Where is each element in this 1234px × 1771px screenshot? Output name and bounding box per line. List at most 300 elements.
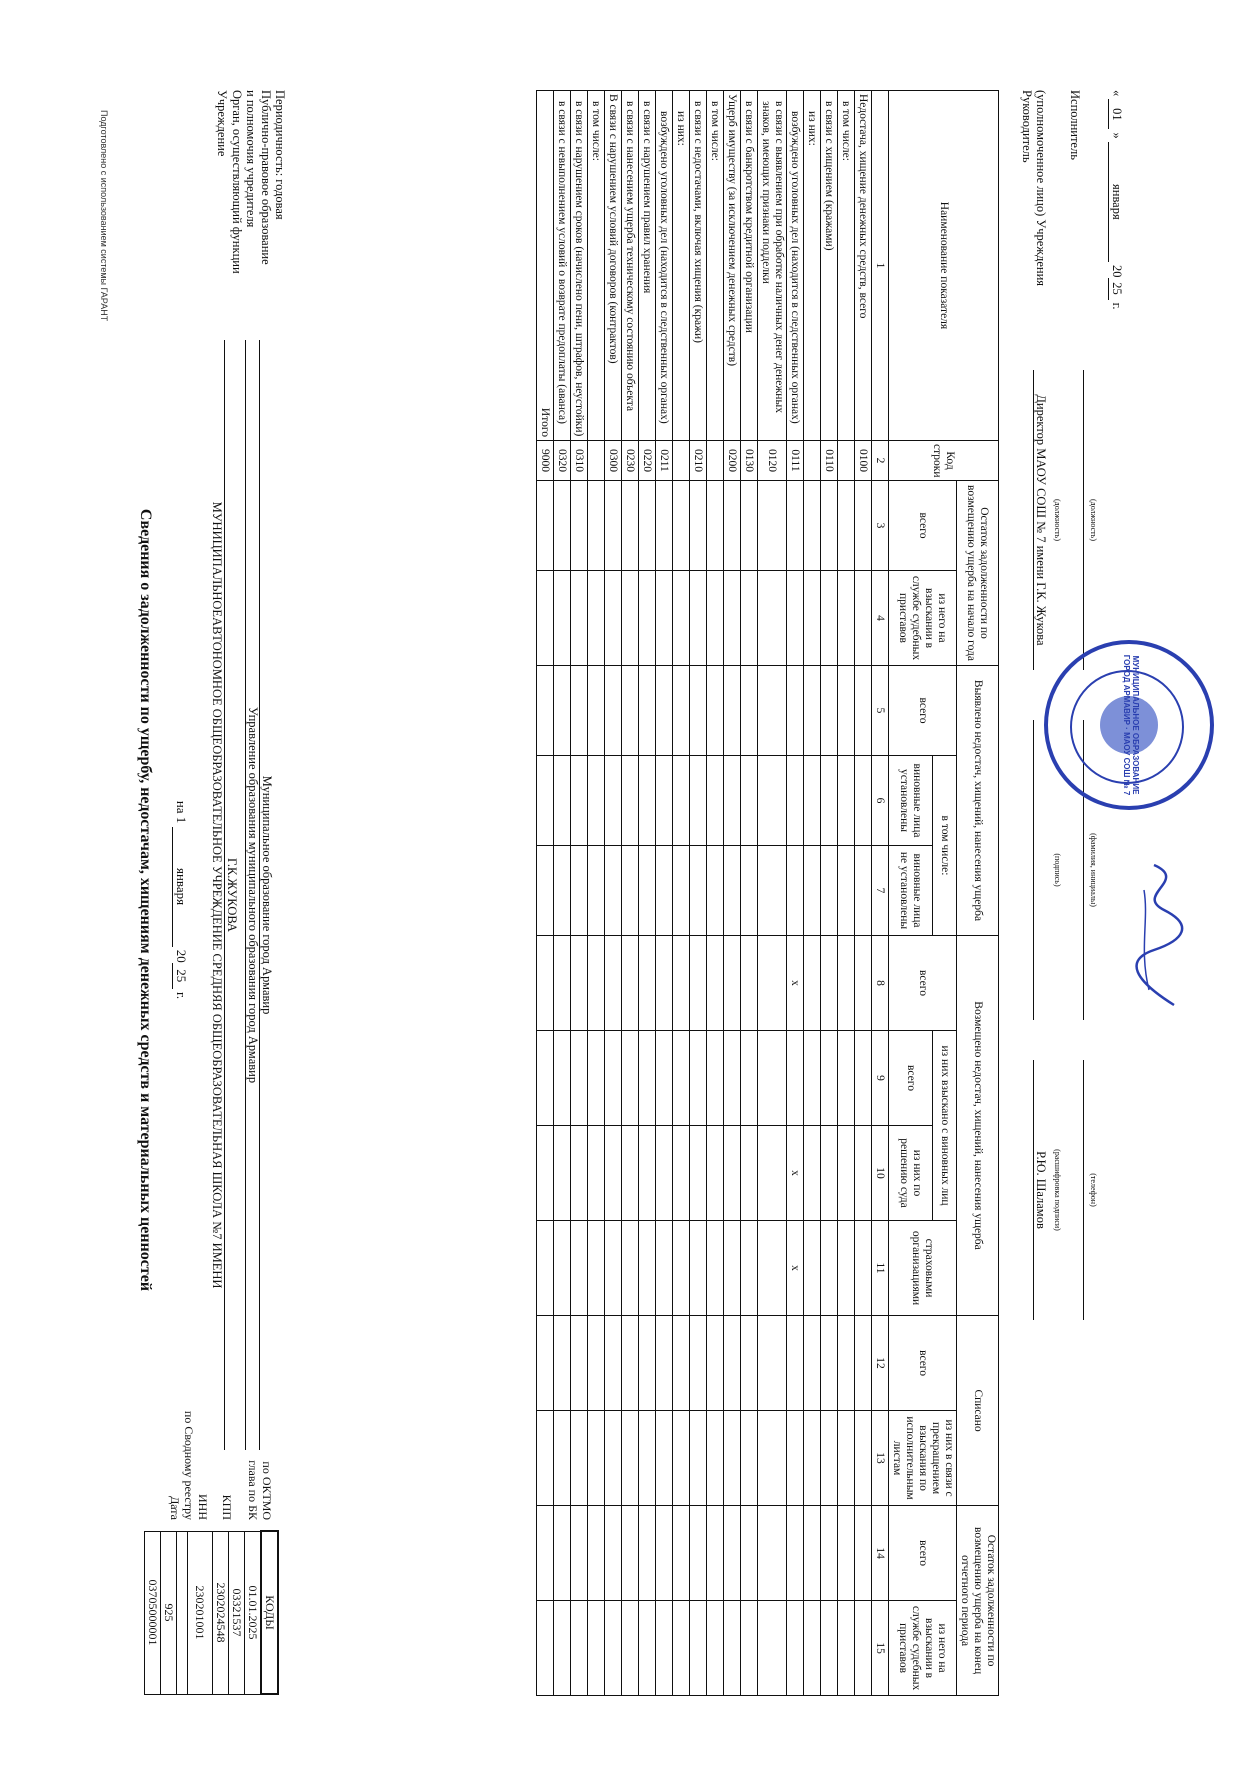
cell-col-9 bbox=[758, 1031, 787, 1126]
col-name-header: Наименование показателя bbox=[889, 91, 999, 441]
cell-col-8 bbox=[673, 936, 690, 1031]
head-position: Директор МАОУ СОШ № 7 имени Г.К. Жукова bbox=[1034, 394, 1048, 646]
group-start-header: Остаток задолженности по возмещению ущерба на начало года bbox=[957, 481, 999, 666]
cell-col-13 bbox=[622, 1411, 639, 1506]
code-label-reestr: по Сводному реестру bbox=[182, 1410, 196, 1520]
codes-header: КОДЫ bbox=[261, 1531, 278, 1694]
cell-col-3 bbox=[724, 481, 741, 571]
cell-col-14 bbox=[758, 1506, 787, 1601]
cell-col-3 bbox=[571, 481, 588, 571]
cell-col-11 bbox=[622, 1221, 639, 1316]
row-code: 0220 bbox=[639, 441, 656, 481]
cell-col-10 bbox=[741, 1126, 758, 1221]
cell-col-15 bbox=[656, 1601, 673, 1696]
caption-executor-position: (должность) bbox=[1089, 499, 1098, 541]
row-name: в связи с хищением (кражами) bbox=[821, 91, 838, 441]
handwritten-signature bbox=[1124, 860, 1194, 1010]
cell-col-12 bbox=[707, 1316, 724, 1411]
written-terminated-header: из них в связи с прекращением взыскания по исполнительным листам bbox=[889, 1411, 957, 1506]
cell-col-15 bbox=[605, 1601, 622, 1696]
cell-col-6 bbox=[707, 756, 724, 846]
cell-col-3 bbox=[673, 481, 690, 571]
cell-col-8 bbox=[690, 936, 707, 1031]
cell-col-10 bbox=[571, 1126, 588, 1221]
row-code: 0300 bbox=[605, 441, 622, 481]
total-cell-col-4 bbox=[537, 571, 554, 666]
head-label-2: (уполномоченное лицо) Учреждения bbox=[1034, 90, 1048, 287]
caption-position: (должность) bbox=[1053, 499, 1062, 541]
cell-col-15 bbox=[838, 1601, 855, 1696]
cell-col-8 bbox=[639, 936, 656, 1031]
cell-col-3 bbox=[622, 481, 639, 571]
x-mark: x bbox=[787, 1221, 804, 1316]
damage-table bbox=[536, 90, 999, 1696]
cell-col-11 bbox=[741, 1221, 758, 1316]
stamp-text: МУНИЦИПАЛЬНОЕ ОБРАЗОВАНИЕ ГОРОД АРМАВИР · МАОУ СОШ № 7 bbox=[1122, 654, 1140, 796]
cell-col-14 bbox=[622, 1506, 639, 1601]
cell-col-12 bbox=[656, 1316, 673, 1411]
row-code: 0211 bbox=[656, 441, 673, 481]
cell-col-14 bbox=[724, 1506, 741, 1601]
cell-col-10 bbox=[707, 1126, 724, 1221]
total-label: Итого bbox=[537, 91, 554, 441]
cell-col-14 bbox=[673, 1506, 690, 1601]
cell-col-10 bbox=[673, 1126, 690, 1221]
sign-date-day: 01 bbox=[1108, 99, 1124, 129]
cell-col-4 bbox=[656, 571, 673, 666]
cell-col-10 bbox=[838, 1126, 855, 1221]
cell-col-11 bbox=[571, 1221, 588, 1316]
cell-col-14 bbox=[571, 1506, 588, 1601]
cell-col-9 bbox=[588, 1031, 605, 1126]
cell-col-6 bbox=[639, 756, 656, 846]
date-year-prefix: 20 bbox=[174, 949, 189, 963]
table-row bbox=[724, 91, 741, 1696]
cell-col-3 bbox=[741, 481, 758, 571]
cell-col-15 bbox=[804, 1601, 821, 1696]
cell-col-5 bbox=[787, 666, 804, 756]
end-bailiff-header: из него на взыскании в службе судебных приставов bbox=[889, 1601, 957, 1696]
cell-col-3 bbox=[707, 481, 724, 571]
cell-col-3 bbox=[758, 481, 787, 571]
cell-col-7 bbox=[571, 846, 588, 936]
cell-col-6 bbox=[588, 756, 605, 846]
cell-col-6 bbox=[855, 756, 872, 846]
row-name: в связи с нарушением правил хранения bbox=[639, 91, 656, 441]
cell-col-13 bbox=[758, 1411, 787, 1506]
cell-col-11 bbox=[588, 1221, 605, 1316]
cell-col-3 bbox=[656, 481, 673, 571]
cell-col-12 bbox=[605, 1316, 622, 1411]
cell-col-13 bbox=[787, 1411, 804, 1506]
cell-col-3 bbox=[821, 481, 838, 571]
table-row bbox=[758, 91, 787, 1696]
cell-col-6 bbox=[673, 756, 690, 846]
cell-col-8 bbox=[605, 936, 622, 1031]
cell-col-6 bbox=[554, 756, 571, 846]
cell-col-9 bbox=[690, 1031, 707, 1126]
table-row bbox=[707, 91, 724, 1696]
cell-col-8 bbox=[588, 936, 605, 1031]
table-row bbox=[741, 91, 758, 1696]
cell-col-12 bbox=[804, 1316, 821, 1411]
code-kpp: 230201001 bbox=[188, 1531, 213, 1694]
row-code: 0310 bbox=[571, 441, 588, 481]
cell-col-13 bbox=[821, 1411, 838, 1506]
cell-col-15 bbox=[821, 1601, 838, 1696]
cell-col-5 bbox=[758, 666, 787, 756]
cell-col-13 bbox=[571, 1411, 588, 1506]
cell-col-9 bbox=[855, 1031, 872, 1126]
cell-col-13 bbox=[741, 1411, 758, 1506]
code-label-oktmo: по ОКТМО bbox=[260, 1461, 274, 1520]
cell-col-6 bbox=[741, 756, 758, 846]
found-established-header: виновные лица установлены bbox=[889, 756, 933, 846]
table-row bbox=[690, 91, 707, 1696]
cell-col-15 bbox=[855, 1601, 872, 1696]
table-row bbox=[554, 91, 571, 1696]
cell-col-7 bbox=[804, 846, 821, 936]
cell-col-5 bbox=[690, 666, 707, 756]
table-row bbox=[656, 91, 673, 1696]
label-public-entity: Публично-правовое образование bbox=[259, 90, 273, 265]
row-code: 0120 bbox=[758, 441, 787, 481]
cell-col-5 bbox=[673, 666, 690, 756]
cell-col-13 bbox=[605, 1411, 622, 1506]
total-cell-col-3 bbox=[537, 481, 554, 571]
table-row bbox=[787, 91, 804, 1696]
date-year: 25 bbox=[172, 963, 189, 989]
date-month: января bbox=[172, 827, 189, 947]
cell-col-4 bbox=[690, 571, 707, 666]
row-name: из них: bbox=[804, 91, 821, 441]
cell-col-6 bbox=[787, 756, 804, 846]
cell-col-9 bbox=[821, 1031, 838, 1126]
cell-col-10 bbox=[821, 1126, 838, 1221]
cell-col-11 bbox=[724, 1221, 741, 1316]
table-row bbox=[821, 91, 838, 1696]
cell-col-3 bbox=[690, 481, 707, 571]
cell-col-12 bbox=[838, 1316, 855, 1411]
cell-col-9 bbox=[741, 1031, 758, 1126]
row-name: Ущерб имуществу (за исключением денежных средств) bbox=[724, 91, 741, 441]
cell-col-3 bbox=[787, 481, 804, 571]
cell-col-11 bbox=[804, 1221, 821, 1316]
cell-col-5 bbox=[741, 666, 758, 756]
cell-col-4 bbox=[605, 571, 622, 666]
cell-col-11 bbox=[605, 1221, 622, 1316]
cell-col-10 bbox=[855, 1126, 872, 1221]
cell-col-14 bbox=[804, 1506, 821, 1601]
row-name: в связи с нарушением сроков (начислено пени, штрафов, неустойки) bbox=[571, 91, 588, 441]
cell-col-15 bbox=[707, 1601, 724, 1696]
cell-col-12 bbox=[787, 1316, 804, 1411]
cell-col-6 bbox=[690, 756, 707, 846]
cell-col-10 bbox=[639, 1126, 656, 1221]
row-name: в связи с нанесением ущерба техническому состоянию объекта bbox=[622, 91, 639, 441]
table-row bbox=[605, 91, 622, 1696]
total-cell-col-6 bbox=[537, 756, 554, 846]
row-name: в том числе: bbox=[707, 91, 724, 441]
cell-col-11 bbox=[554, 1221, 571, 1316]
start-total-header: всего bbox=[889, 481, 957, 571]
cell-col-7 bbox=[690, 846, 707, 936]
cell-col-11 bbox=[673, 1221, 690, 1316]
cell-col-7 bbox=[724, 846, 741, 936]
cell-col-10 bbox=[554, 1126, 571, 1221]
table-row bbox=[838, 91, 855, 1696]
cell-col-5 bbox=[571, 666, 588, 756]
group-end-header: Остаток задолженности по возмещению ущерба на конец отчетного периода bbox=[957, 1506, 999, 1696]
table-row bbox=[804, 91, 821, 1696]
total-cell-col-12 bbox=[537, 1316, 554, 1411]
code-label-kpp: КПП bbox=[220, 1494, 234, 1520]
row-code: 0111 bbox=[787, 441, 804, 481]
row-code: 0210 bbox=[690, 441, 707, 481]
cell-col-9 bbox=[707, 1031, 724, 1126]
row-code bbox=[673, 441, 690, 481]
row-name: Недостача, хищение денежных средств, всего bbox=[855, 91, 872, 441]
cell-col-6 bbox=[838, 756, 855, 846]
cell-col-9 bbox=[554, 1031, 571, 1126]
total-cell-col-9 bbox=[537, 1031, 554, 1126]
cell-col-4 bbox=[855, 571, 872, 666]
col-code-header: Код строки bbox=[889, 441, 999, 481]
row-code: 0200 bbox=[724, 441, 741, 481]
cell-col-14 bbox=[554, 1506, 571, 1601]
total-cell-col-8 bbox=[537, 936, 554, 1031]
cell-col-4 bbox=[758, 571, 787, 666]
repaid-insurance-header: страховыми организациями bbox=[889, 1221, 957, 1316]
row-name: возбуждено уголовных дел (находится в следственных органах) bbox=[787, 91, 804, 441]
date-prefix: на 1 bbox=[174, 800, 189, 824]
cell-col-15 bbox=[758, 1601, 787, 1696]
cell-col-12 bbox=[554, 1316, 571, 1411]
code-oktmo: 03705000001 bbox=[145, 1531, 161, 1694]
cell-col-3 bbox=[639, 481, 656, 571]
cell-col-5 bbox=[656, 666, 673, 756]
table-row bbox=[588, 91, 605, 1696]
cell-col-14 bbox=[690, 1506, 707, 1601]
cell-col-3 bbox=[588, 481, 605, 571]
cell-col-8 bbox=[724, 936, 741, 1031]
total-cell-col-11 bbox=[537, 1221, 554, 1316]
cell-col-10 bbox=[622, 1126, 639, 1221]
cell-col-12 bbox=[758, 1316, 787, 1411]
cell-col-9 bbox=[804, 1031, 821, 1126]
founder-name: Управление образования муниципального образования город Армавир bbox=[246, 706, 260, 1084]
cell-col-15 bbox=[690, 1601, 707, 1696]
cell-col-9 bbox=[787, 1031, 804, 1126]
start-bailiff-header: из него на взыскании в службе судебных приставов bbox=[889, 571, 957, 666]
cell-col-12 bbox=[673, 1316, 690, 1411]
row-code bbox=[707, 441, 724, 481]
cell-col-13 bbox=[588, 1411, 605, 1506]
cell-col-14 bbox=[639, 1506, 656, 1601]
cell-col-5 bbox=[855, 666, 872, 756]
executor-label: Исполнитель bbox=[1068, 90, 1082, 160]
row-name: из них: bbox=[673, 91, 690, 441]
cell-col-15 bbox=[673, 1601, 690, 1696]
cell-col-4 bbox=[838, 571, 855, 666]
caption-decrypt: (расшифровка подписи) bbox=[1053, 1149, 1062, 1231]
cell-col-14 bbox=[707, 1506, 724, 1601]
cell-col-7 bbox=[605, 846, 622, 936]
cell-col-9 bbox=[639, 1031, 656, 1126]
x-mark: x bbox=[787, 1126, 804, 1221]
codes-box bbox=[144, 1530, 279, 1695]
row-name: в том числе: bbox=[588, 91, 605, 441]
written-total-header: всего bbox=[889, 1316, 957, 1411]
label-institution: Учреждение bbox=[215, 90, 229, 157]
cell-col-12 bbox=[741, 1316, 758, 1411]
head-name: Р.Ю. Шаламов bbox=[1034, 1151, 1048, 1229]
cell-col-9 bbox=[838, 1031, 855, 1126]
cell-col-12 bbox=[724, 1316, 741, 1411]
cell-col-11 bbox=[838, 1221, 855, 1316]
cell-col-6 bbox=[804, 756, 821, 846]
report-date bbox=[172, 500, 189, 1300]
cell-col-14 bbox=[787, 1506, 804, 1601]
cell-col-7 bbox=[741, 846, 758, 936]
cell-col-10 bbox=[656, 1126, 673, 1221]
cell-col-13 bbox=[673, 1411, 690, 1506]
cell-col-10 bbox=[588, 1126, 605, 1221]
cell-col-7 bbox=[656, 846, 673, 936]
group-found-header: Выявлено недостач, хищений, нанесения ущерба bbox=[957, 666, 999, 936]
cell-col-12 bbox=[622, 1316, 639, 1411]
cell-col-6 bbox=[571, 756, 588, 846]
code-label-date: Дата bbox=[168, 1496, 182, 1520]
cell-col-7 bbox=[758, 846, 787, 936]
row-name: В связи с нарушением условий договоров (контрактов) bbox=[605, 91, 622, 441]
cell-col-8 bbox=[838, 936, 855, 1031]
cell-col-8 bbox=[804, 936, 821, 1031]
cell-col-4 bbox=[724, 571, 741, 666]
cell-col-4 bbox=[707, 571, 724, 666]
row-code: 0230 bbox=[622, 441, 639, 481]
cell-col-3 bbox=[855, 481, 872, 571]
cell-col-12 bbox=[855, 1316, 872, 1411]
cell-col-15 bbox=[588, 1601, 605, 1696]
cell-col-4 bbox=[787, 571, 804, 666]
cell-col-4 bbox=[673, 571, 690, 666]
total-cell-col-14 bbox=[537, 1506, 554, 1601]
label-founder-1: Орган, осуществляющий функции bbox=[230, 90, 244, 274]
cell-col-7 bbox=[707, 846, 724, 936]
cell-col-14 bbox=[821, 1506, 838, 1601]
official-stamp bbox=[1044, 640, 1214, 810]
row-code bbox=[588, 441, 605, 481]
caption-fio: (фамилия, инициалы) bbox=[1089, 833, 1098, 907]
cell-col-13 bbox=[554, 1411, 571, 1506]
cell-col-8 bbox=[821, 936, 838, 1031]
group-repaid-header: Возмещено недостач, хищений, нанесения ущерба bbox=[957, 936, 999, 1316]
cell-col-4 bbox=[821, 571, 838, 666]
row-name: в связи с выявлением при обработке наличных денег денежных знаков, имеющих признаки подделки bbox=[758, 91, 787, 441]
code-glava: 925 bbox=[161, 1531, 177, 1694]
municipality-name: Муниципальное образование город Армавир bbox=[260, 775, 274, 1015]
column-numbers-row: 1 2 3 4 5 6 7 8 9 10 11 12 13 14 15 bbox=[872, 91, 889, 1696]
cell-col-5 bbox=[838, 666, 855, 756]
total-cell-col-15 bbox=[537, 1601, 554, 1696]
cell-col-6 bbox=[605, 756, 622, 846]
cell-col-7 bbox=[639, 846, 656, 936]
cell-col-7 bbox=[588, 846, 605, 936]
garant-note: Подготовлено с использованием системы ГАРАНТ bbox=[99, 110, 109, 322]
table-row bbox=[639, 91, 656, 1696]
total-cell-col-10 bbox=[537, 1126, 554, 1221]
institution-name-line2: Г.К.ЖУКОВА bbox=[225, 858, 239, 932]
cell-col-6 bbox=[656, 756, 673, 846]
cell-col-11 bbox=[656, 1221, 673, 1316]
cell-col-3 bbox=[838, 481, 855, 571]
cell-col-4 bbox=[639, 571, 656, 666]
cell-col-11 bbox=[690, 1221, 707, 1316]
cell-col-9 bbox=[673, 1031, 690, 1126]
cell-col-10 bbox=[804, 1126, 821, 1221]
cell-col-4 bbox=[571, 571, 588, 666]
found-incl-header: в том числе: bbox=[932, 756, 956, 936]
cell-col-13 bbox=[639, 1411, 656, 1506]
row-code: 0110 bbox=[821, 441, 838, 481]
cell-col-15 bbox=[622, 1601, 639, 1696]
row-name: в связи с недостачами, включая хищения (кражи) bbox=[690, 91, 707, 441]
cell-col-11 bbox=[639, 1221, 656, 1316]
cell-col-14 bbox=[741, 1506, 758, 1601]
row-code bbox=[838, 441, 855, 481]
total-code: 9000 bbox=[537, 441, 554, 481]
cell-col-9 bbox=[571, 1031, 588, 1126]
cell-col-13 bbox=[724, 1411, 741, 1506]
cell-col-13 bbox=[656, 1411, 673, 1506]
cell-col-7 bbox=[787, 846, 804, 936]
cell-col-15 bbox=[741, 1601, 758, 1696]
cell-col-8 bbox=[707, 936, 724, 1031]
cell-col-14 bbox=[605, 1506, 622, 1601]
cell-col-6 bbox=[724, 756, 741, 846]
cell-col-11 bbox=[855, 1221, 872, 1316]
table-row bbox=[855, 91, 872, 1696]
date-suffix: г. bbox=[174, 992, 189, 1000]
sign-date: « 01 » января 2025 г. bbox=[1110, 90, 1124, 310]
cell-col-4 bbox=[622, 571, 639, 666]
group-written-header: Списано bbox=[957, 1316, 999, 1506]
cell-col-13 bbox=[690, 1411, 707, 1506]
cell-col-14 bbox=[656, 1506, 673, 1601]
cell-col-6 bbox=[622, 756, 639, 846]
cell-col-8 bbox=[656, 936, 673, 1031]
repaid-culprits-header: из них взыскано с виновных лиц bbox=[932, 1031, 956, 1221]
row-name: в связи с невыполнением условий о возврате предоплаты (аванса) bbox=[554, 91, 571, 441]
table-row bbox=[571, 91, 588, 1696]
cell-col-9 bbox=[724, 1031, 741, 1126]
cell-col-11 bbox=[758, 1221, 787, 1316]
label-periodicity: Периодичность: годовая bbox=[273, 90, 287, 220]
total-cell-col-13 bbox=[537, 1411, 554, 1506]
repaid-culprits-total-header: всего bbox=[889, 1031, 933, 1126]
cell-col-10 bbox=[605, 1126, 622, 1221]
cell-col-5 bbox=[724, 666, 741, 756]
cell-col-14 bbox=[855, 1506, 872, 1601]
label-founder-2: и полномочия учредителя bbox=[244, 90, 258, 228]
code-date: 01.01.2025 bbox=[245, 1531, 262, 1694]
caption-phone: (телефон) bbox=[1089, 1173, 1098, 1207]
cell-col-4 bbox=[588, 571, 605, 666]
row-name: возбуждено уголовных дел (находится в следственных органах) bbox=[656, 91, 673, 441]
cell-col-5 bbox=[804, 666, 821, 756]
row-code: 0130 bbox=[741, 441, 758, 481]
